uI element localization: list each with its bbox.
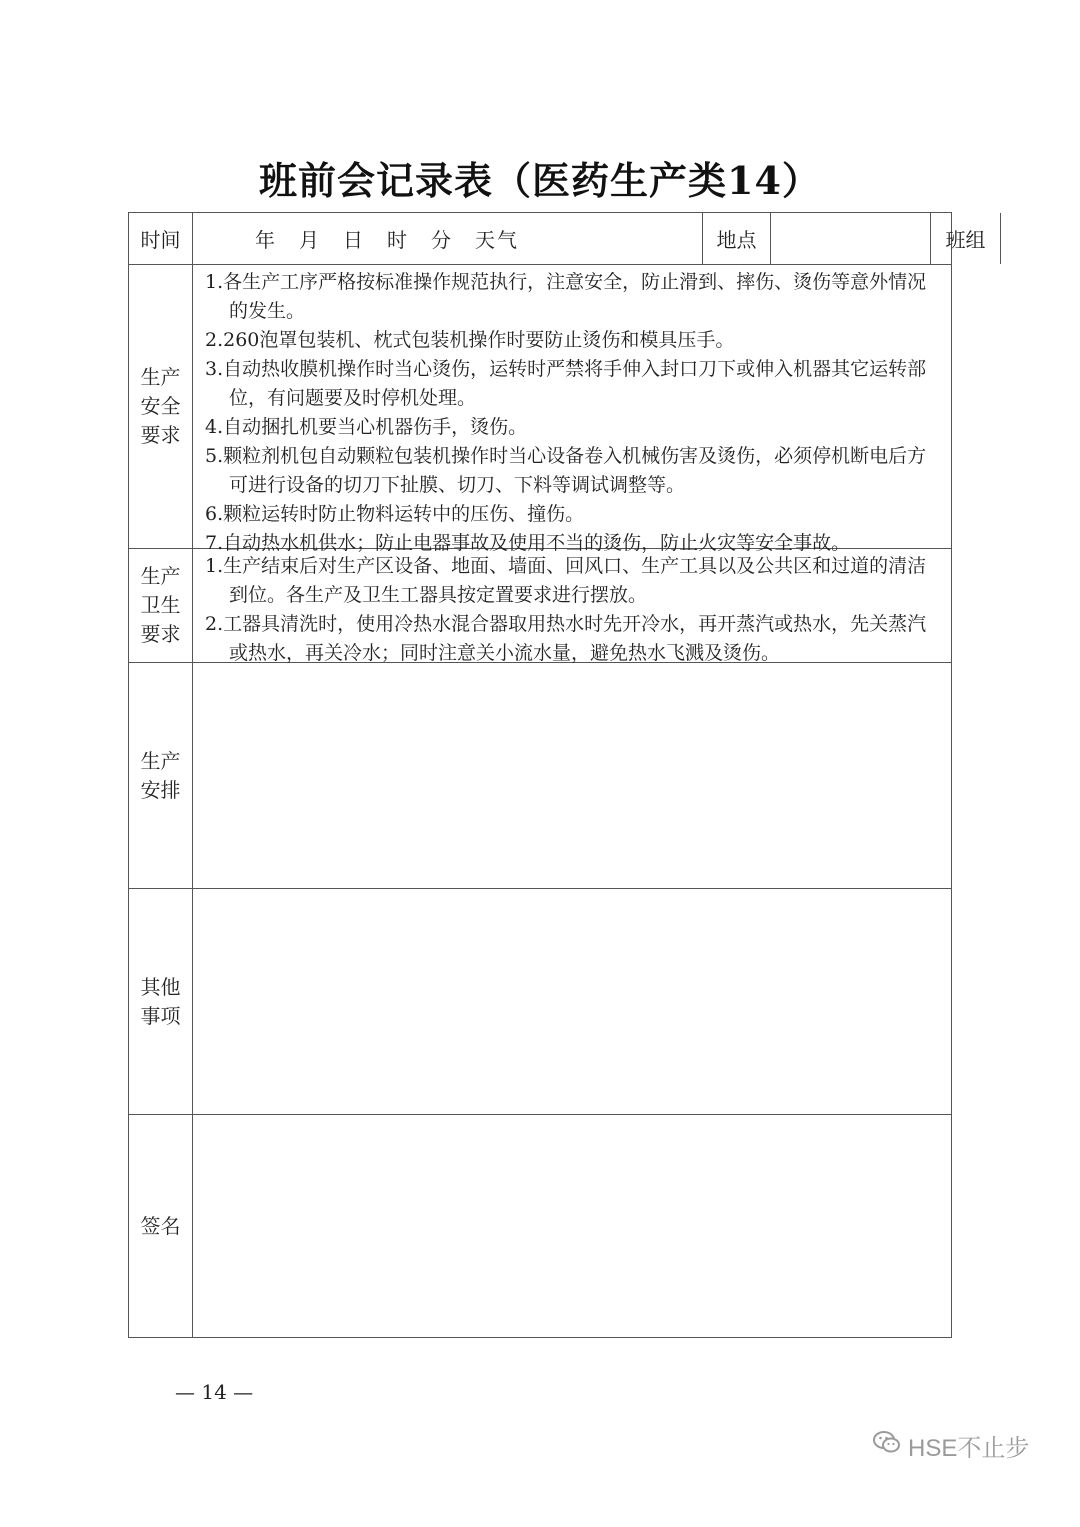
time-fields: 年 月 日 时 分 天气 xyxy=(255,228,519,252)
header-row xyxy=(129,213,986,265)
signature-row xyxy=(129,1115,951,1337)
safety-row xyxy=(129,265,951,554)
location-label: 地点 xyxy=(716,228,757,252)
team-label: 班组 xyxy=(945,228,986,252)
signature-label: 签名 xyxy=(140,1213,181,1238)
wechat-icon xyxy=(872,1429,902,1462)
location-field[interactable] xyxy=(771,213,931,264)
safety-item: 7.自动热水机供水；防止电器事故及使用不当的烫伤，防止火灾等安全事故。 xyxy=(205,532,851,554)
safety-item: 1.各生产工序严格按标准操作规范执行，注意安全，防止滑到、摔伤、烫伤等意外情况的发生。 xyxy=(205,271,927,322)
hygiene-item: 2.工器具清洗时，使用冷热水混合器取用热水时先开冷水，再开蒸汽或热水，先关蒸汽或热水，再关冷水；同时注意关小流水量，避免热水飞溅及烫伤。 xyxy=(205,613,927,664)
hygiene-row xyxy=(129,549,951,663)
time-label: 时间 xyxy=(140,228,181,252)
safety-content xyxy=(193,265,951,554)
hygiene-label: 生产卫生要求 xyxy=(140,564,181,646)
time-label-cell xyxy=(129,213,193,264)
arrangement-label: 生产安排 xyxy=(140,748,181,802)
team-label-cell xyxy=(931,213,1001,264)
other-row xyxy=(129,889,951,1115)
safety-label-cell xyxy=(129,265,193,548)
location-label-cell xyxy=(703,213,771,264)
safety-item: 2.260泡罩包装机、枕式包装机操作时要防止烫伤和模具压手。 xyxy=(205,329,735,351)
safety-label: 生产安全要求 xyxy=(140,365,181,447)
safety-item: 4.自动捆扎机要当心机器伤手，烫伤。 xyxy=(205,416,528,438)
safety-item: 6.颗粒运转时防止物料运转中的压伤、撞伤。 xyxy=(205,503,585,525)
safety-item: 3.自动热收膜机操作时当心烫伤，运转时严禁将手伸入封口刀下或伸入机器其它运转部位，有问题要及时停机处理。 xyxy=(205,358,927,409)
arrangement-row xyxy=(129,663,951,889)
time-fields-cell[interactable] xyxy=(193,213,703,264)
signature-label-cell xyxy=(129,1115,193,1337)
signature-field[interactable] xyxy=(193,1115,951,1337)
arrangement-field[interactable] xyxy=(193,663,951,888)
page-number: — 14 — xyxy=(175,1380,254,1404)
watermark xyxy=(872,1428,1029,1463)
hygiene-label-cell xyxy=(129,549,193,662)
hygiene-content xyxy=(193,549,951,662)
hygiene-item: 1.生产结束后对生产区设备、地面、墙面、回风口、生产工具以及公共区和过道的清洁到位。各生产及卫生工器具按定置要求进行摆放。 xyxy=(205,555,927,606)
watermark-text: HSE不止步 xyxy=(908,1435,1030,1462)
meeting-record-form xyxy=(128,212,986,1338)
other-label-cell xyxy=(129,889,193,1114)
other-field[interactable] xyxy=(193,889,951,1114)
page-title: 班前会记录表（医药生产类14） xyxy=(259,158,821,203)
arrangement-label-cell xyxy=(129,663,193,888)
other-label: 其他事项 xyxy=(140,974,181,1028)
safety-item: 5.颗粒剂机包自动颗粒包装机操作时当心设备卷入机械伤害及烫伤，必须停机断电后方可进行设备的切刀下扯膜、切刀、下料等调试调整等。 xyxy=(205,445,927,496)
